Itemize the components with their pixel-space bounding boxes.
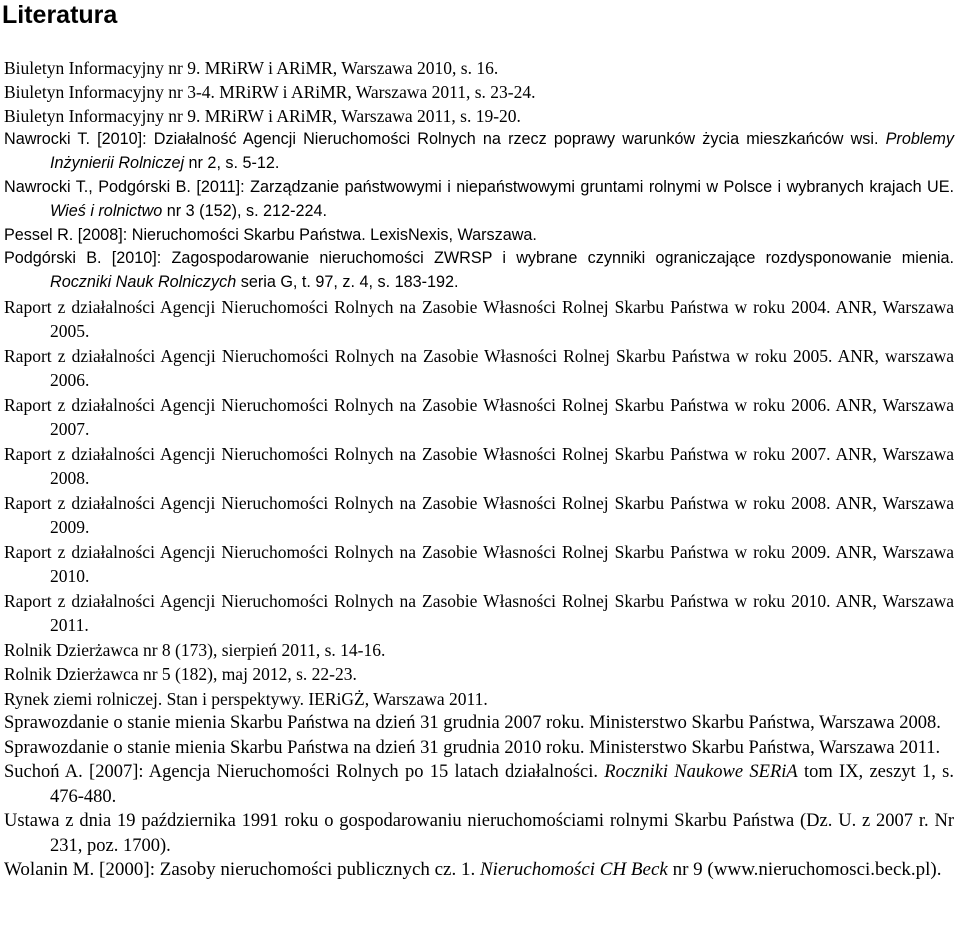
reference-text: nr 3 (152), s. 212-224. bbox=[162, 201, 327, 220]
reference-entry bbox=[4, 344, 954, 393]
reference-entry bbox=[4, 760, 954, 809]
reference-text: Rolnik Dzierżawca nr 8 (173), sierpień 2011, s. 14-16. bbox=[4, 639, 386, 660]
reference-text: Sprawozdanie o stanie mienia Skarbu Państwa na dzień 31 grudnia 2010 roku. Ministerstwo Skarbu Państwa, Warszawa 2011. bbox=[4, 737, 941, 758]
reference-entry bbox=[4, 128, 954, 176]
reference-text: Raport z działalności Agencji Nieruchomości Rolnych na Zasobie Własności Rolnej Skarbu Państwa w roku 2005. ANR, warszawa 2006. bbox=[4, 345, 954, 391]
reference-text: Raport z działalności Agencji Nieruchomości Rolnych na Zasobie Własności Rolnej Skarbu Państwa w roku 2006. ANR, Warszawa 2007. bbox=[4, 394, 954, 440]
reference-text: Wolanin M. [2000]: Zasoby nieruchomości publicznych cz. 1. bbox=[4, 859, 480, 881]
reference-source-title: Roczniki Nauk Rolniczych bbox=[50, 273, 237, 292]
reference-entry bbox=[4, 295, 954, 344]
reference-text: Sprawozdanie o stanie mienia Skarbu Państwa na dzień 31 grudnia 2007 roku. Ministerstwo Skarbu Państwa, Warszawa 2008. bbox=[4, 713, 941, 734]
reference-text: Raport z działalności Agencji Nieruchomości Rolnych na Zasobie Własności Rolnej Skarbu Państwa w roku 2009. ANR, Warszawa 2010. bbox=[4, 541, 954, 587]
reference-entry bbox=[4, 176, 954, 224]
reference-entry bbox=[4, 57, 954, 81]
reference-entry bbox=[4, 809, 954, 858]
reference-entry bbox=[4, 540, 954, 589]
reference-text: Ustawa z dnia 19 października 1991 roku o gospodarowaniu nieruchomościami rolnymi Skarbu Państwa (Dz. U. z 2007 r. Nr 231, poz. 1700). bbox=[4, 811, 954, 856]
reference-text: Raport z działalności Agencji Nieruchomości Rolnych na Zasobie Własności Rolnej Skarbu Państwa w roku 2008. ANR, Warszawa 2009. bbox=[4, 492, 954, 538]
reference-text: Rynek ziemi rolniczej. Stan i perspektywy. IERiGŻ, Warszawa 2011. bbox=[4, 688, 488, 709]
reference-source-title: Problemy Inżynierii Rolniczej bbox=[50, 130, 954, 173]
reference-text: Podgórski B. [2010]: Zagospodarowanie nieruchomości ZWRSP i wybrane czynniki ograniczające rozdysponowanie mienia. bbox=[4, 249, 954, 268]
reference-entry bbox=[4, 687, 954, 712]
reference-text: Raport z działalności Agencji Nieruchomości Rolnych na Zasobie Własności Rolnej Skarbu Państwa w roku 2004. ANR, Warszawa 2005. bbox=[4, 296, 954, 342]
reference-entry bbox=[4, 393, 954, 442]
reference-text: Nawrocki T. [2010]: Działalność Agencji Nieruchomości Rolnych na rzecz poprawy warunków życia mieszkańców wsi. bbox=[4, 130, 886, 149]
reference-text: nr 9 (www.nieruchomosci.beck.pl). bbox=[667, 859, 942, 881]
reference-text: Biuletyn Informacyjny nr 9. MRiRW i ARiMR, Warszawa 2010, s. 16. bbox=[4, 58, 499, 78]
reference-entry bbox=[4, 491, 954, 540]
reference-entry bbox=[4, 105, 954, 129]
reference-entry bbox=[4, 224, 954, 248]
reference-text: Biuletyn Informacyjny nr 3-4. MRiRW i ARiMR, Warszawa 2011, s. 23-24. bbox=[4, 81, 536, 102]
reference-text: Nawrocki T., Podgórski B. [2011]: Zarządzanie państwowymi i niepaństwowymi gruntami rolnymi w Polsce i wybranych krajach UE. bbox=[4, 177, 954, 196]
reference-source-title: Wieś i rolnictwo bbox=[50, 201, 163, 220]
reference-text: seria G, t. 97, z. 4, s. 183-192. bbox=[236, 273, 459, 292]
reference-text: tom IX, zeszyt 1, s. 476-480. bbox=[50, 762, 954, 807]
reference-text: Biuletyn Informacyjny nr 9. MRiRW i ARiMR, Warszawa 2011, s. 19-20. bbox=[4, 105, 521, 126]
reference-entry bbox=[4, 858, 954, 883]
reference-source-title: Roczniki Naukowe SERiA bbox=[604, 762, 798, 783]
reference-entry bbox=[4, 638, 954, 663]
reference-text: Raport z działalności Agencji Nieruchomości Rolnych na Zasobie Własności Rolnej Skarbu Państwa w roku 2010. ANR, Warszawa 2011. bbox=[4, 590, 954, 636]
reference-source-title: Nieruchomości CH Beck bbox=[480, 859, 668, 881]
reference-text: Suchoń A. [2007]: Agencja Nieruchomości Rolnych po 15 latach działalności. bbox=[4, 762, 605, 783]
reference-text: Pessel R. [2008]: Nieruchomości Skarbu Państwa. LexisNexis, Warszawa. bbox=[4, 225, 537, 244]
reference-text: Raport z działalności Agencji Nieruchomości Rolnych na Zasobie Własności Rolnej Skarbu Państwa w roku 2007. ANR, Warszawa 2008. bbox=[4, 443, 954, 489]
reference-entry bbox=[4, 662, 954, 687]
reference-entry bbox=[4, 736, 954, 761]
reference-text: Rolnik Dzierżawca nr 5 (182), maj 2012, s. 22-23. bbox=[4, 664, 357, 685]
reference-entry bbox=[4, 589, 954, 638]
reference-entry bbox=[4, 442, 954, 491]
section-heading: Literatura bbox=[2, 1, 118, 29]
reference-entry bbox=[4, 81, 954, 105]
reference-entry bbox=[4, 711, 954, 736]
reference-list bbox=[4, 57, 954, 883]
reference-text: nr 2, s. 5-12. bbox=[184, 154, 280, 173]
reference-entry bbox=[4, 247, 954, 295]
